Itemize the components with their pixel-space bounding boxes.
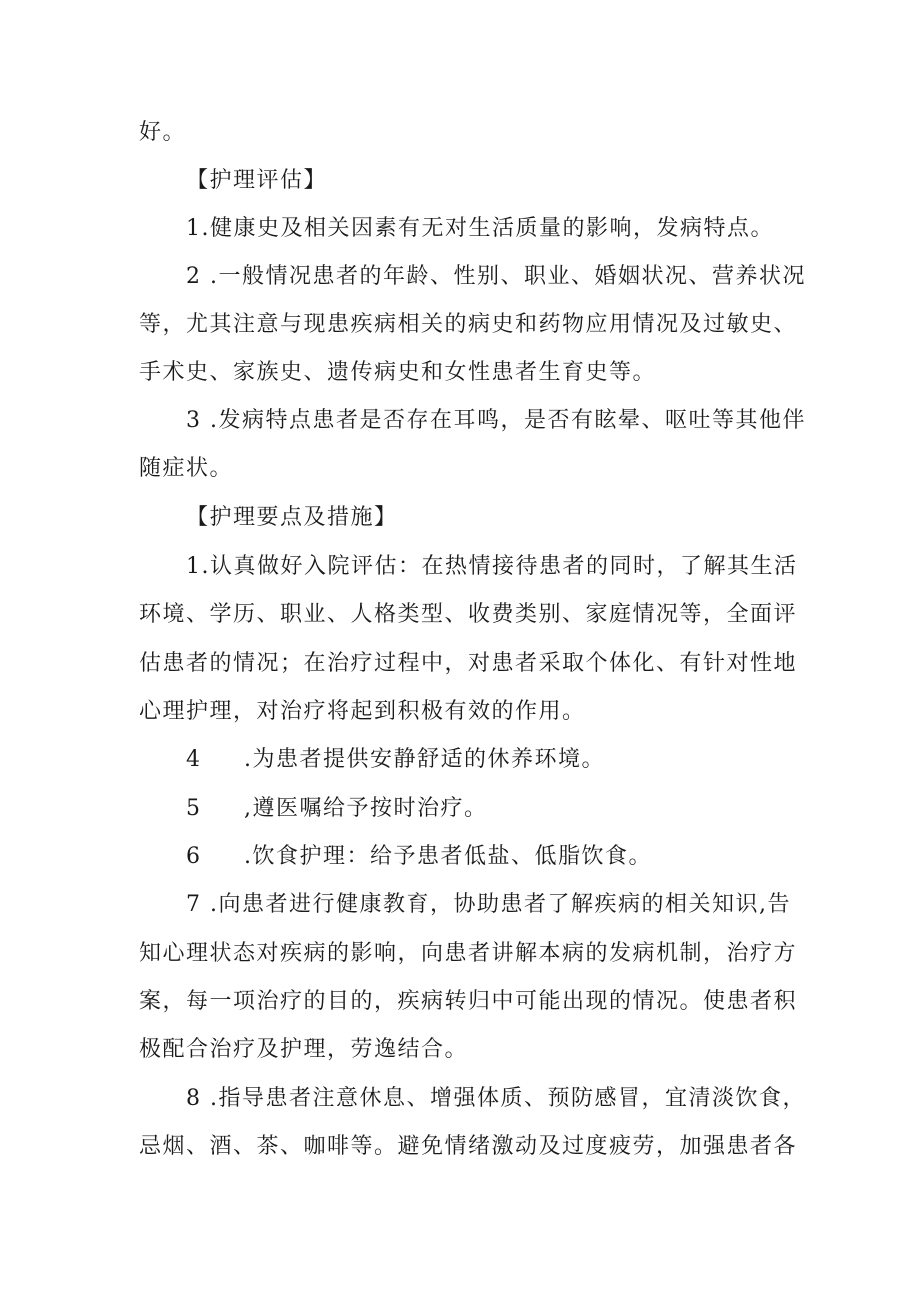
list-item (186, 842, 652, 872)
text-line: 1.健康史及相关因素有无对生活质量的影响，发病特点。 (186, 216, 774, 241)
text-line: 7 .向患者进行健康教育，协助患者了解疾病的相关知识,告 (186, 892, 791, 917)
list-item (186, 745, 605, 775)
text-line: 2 .一般情况患者的年龄、性别、职业、婚姻状况、营养状况 (186, 264, 806, 289)
section-heading-nursing-measures: 【护理要点及措施】 (186, 505, 398, 530)
item-text: .为患者提供安静舒适的休养环境。 (244, 747, 605, 772)
item-number: 6 (186, 844, 202, 869)
text-line: 等，尤其注意与现患疾病相关的病史和药物应用情况及过敏史、 (139, 312, 798, 337)
text-line: 1.认真做好入院评估：在热情接待患者的同时，了解其生活 (186, 554, 798, 579)
item-text: .饮食护理：给予患者低盐、低脂饮食。 (244, 844, 652, 869)
text-line: 案，每一项治疗的目的，疾病转归中可能出现的情况。使患者积 (139, 989, 798, 1014)
item-number: 4 (186, 747, 202, 772)
list-item (186, 794, 488, 824)
text-line: 手术史、家族史、遗传病史和女性患者生育史等。 (139, 360, 657, 385)
text-line: 随症状。 (139, 456, 234, 481)
text-line: 好。 (139, 120, 187, 145)
text-line: 忌烟、酒、茶、咖啡等。避免情绪激动及过度疲劳，加强患者各 (139, 1134, 798, 1159)
text-line: 心理护理，对治疗将起到积极有效的作用。 (139, 699, 586, 724)
text-line: 极配合治疗及护理，劳逸结合。 (139, 1037, 469, 1062)
item-text: ,遵医嘱给予按时治疗。 (244, 796, 488, 821)
section-heading-nursing-assessment: 【护理评估】 (186, 168, 328, 193)
text-line: 知心理状态对疾病的影响，向患者讲解本病的发病机制，治疗方 (139, 941, 798, 966)
text-line: 估患者的情况；在治疗过程中，对患者采取个体化、有针对性地 (139, 651, 798, 676)
item-number: 5 (186, 796, 202, 821)
text-line: 环境、学历、职业、人格类型、收费类别、家庭情况等，全面评 (139, 602, 798, 627)
text-line: 8 .指导患者注意休息、增强体质、预防感冒，宜清淡饮食， (186, 1086, 806, 1111)
text-line: 3 .发病特点患者是否存在耳鸣，是否有眩晕、呕吐等其他伴 (186, 408, 806, 433)
